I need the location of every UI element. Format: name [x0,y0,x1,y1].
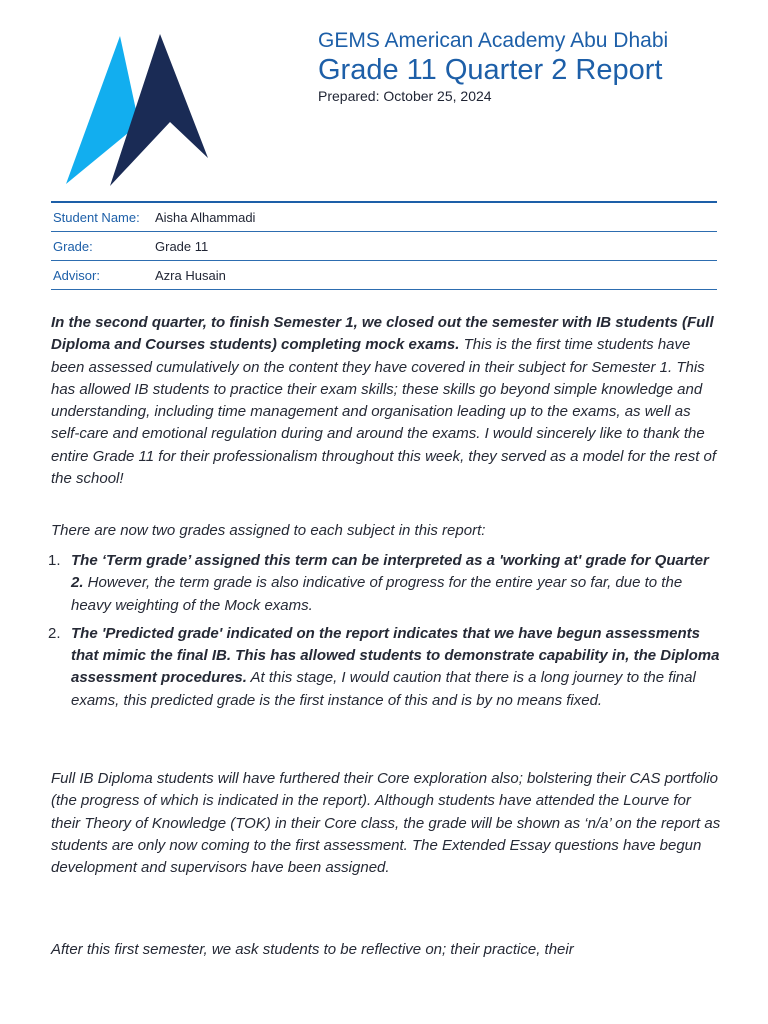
student-name-value: Aisha Alhammadi [155,209,256,225]
school-name: GEMS American Academy Abu Dhabi [318,29,669,52]
student-name-label: Student Name: [53,209,140,225]
student-info-table [51,201,717,290]
advisor-value: Azra Husain [155,267,226,283]
grades-list [40,550,720,718]
intro-paragraph [51,312,721,490]
list-item-text: At this stage, I would caution that there is a long journey to the final exams, this predicted grade is the first instance of this and is by no means fixed. [71,669,696,709]
core-paragraph: Full IB Diploma students will have furthered their Core exploration also; bolstering their CAS portfolio (the progress of which is indicated in the report). Although students have attended the Lourve for their Theory of Knowledge (TOK) in their Core class, the grade will be shown as ‘n/a’ on the report as students are only now coming to the first assessment. The Extended Essay questions have begun development and supervisors have been assigned. [51,770,721,877]
list-number: 2. [48,624,61,642]
prepared-date: Prepared: October 25, 2024 [318,88,492,104]
intro-paragraph-bold: In the second quarter, to finish Semester 1, we closed out the semester with IB students (Full Diploma and Courses students) completing mock exams. [51,314,714,354]
student-name-row [51,203,717,232]
report-title: Grade 11 Quarter 2 Report [318,54,663,86]
advisor-label: Advisor: [53,267,100,283]
intro-paragraph-text: This is the first time students have been assessed cumulatively on the content they have covered in their subject for Semester 1. This has allowed IB students to practice their exam skills; these skills go beyond simple knowledge and understanding, including time management and organisation leading up to the exams, as well as self-care and emotional regulation during and around the exams. I would sincerely like to thank the entire Grade 11 for their professionalism throughout this week, they served as a model for the rest of the school! [51,336,717,488]
list-item [40,623,720,712]
list-number: 1. [48,552,61,569]
school-logo-icon [62,30,212,188]
grade-row [51,232,717,261]
grade-value: Grade 11 [155,238,209,254]
list-item-bold: The 'Predicted grade' indicated on the report indicates that we have begun assessments that mimic the final IB. This has allowed students to demonstrate capability in, the Diploma assessment procedures. [71,624,720,687]
list-item [40,550,720,617]
grade-label: Grade: [53,238,93,254]
advisor-row [51,261,717,290]
list-item-bold: The ‘Term grade’ assigned this term can be interpreted as a 'working at' grade for Quarter 2. [71,552,709,592]
reflection-paragraph: After this first semester, we ask students to be reflective on; their practice, their [51,941,574,958]
grades-intro-paragraph: There are now two grades assigned to each subject in this report: [51,522,486,539]
report-header [318,28,668,105]
list-item-text: However, the term grade is also indicative of progress for the entire year so far, due to the heavy weighting of the Mock exams. [71,574,683,614]
